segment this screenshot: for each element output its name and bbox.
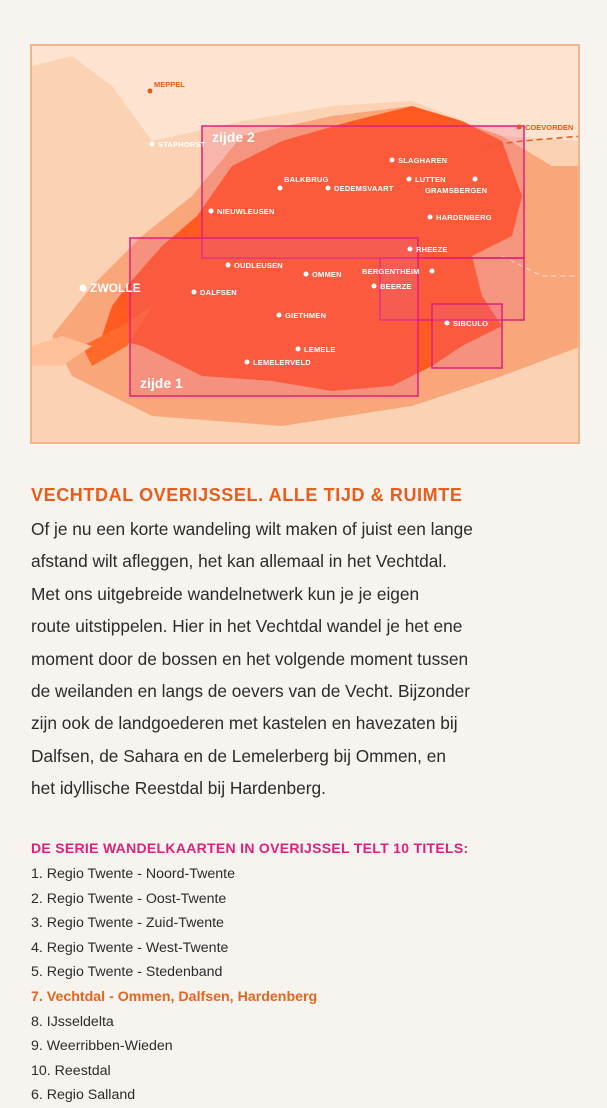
- intro-line: Of je nu een korte wandeling wilt maken of juist een lange: [31, 519, 473, 539]
- svg-text:SIBCULO: SIBCULO: [453, 319, 489, 328]
- svg-text:DEDEMSVAART: DEDEMSVAART: [334, 184, 394, 193]
- intro-line: afstand wilt afleggen, het kan allemaal in het Vechtdal.: [31, 551, 447, 572]
- section-heading: VECHTDAL OVERIJSSEL. ALLE TIJD & RUIMTE: [31, 485, 463, 505]
- svg-text:RHEEZE: RHEEZE: [416, 245, 448, 254]
- town-hardenberg: [428, 213, 492, 222]
- intro-line: route uitstippelen. Hier in het Vechtdal wandel je het ene: [31, 616, 463, 637]
- svg-text:OUDLEUSEN: OUDLEUSEN: [234, 261, 283, 270]
- series-item: 10. Reestdal: [31, 1062, 111, 1079]
- town-slagharen: [390, 156, 448, 165]
- overview-map: [30, 44, 580, 444]
- svg-text:STAPHORST: STAPHORST: [158, 140, 206, 149]
- town-nieuwleusen: [209, 207, 275, 216]
- intro-line: Dalfsen, de Sahara en de Lemelerberg bij Ommen, en: [31, 745, 446, 766]
- town-coevorden: [517, 123, 574, 132]
- svg-text:GIETHMEN: GIETHMEN: [285, 311, 327, 320]
- intro-line: Met ons uitgebreide wandelnetwerk kun je je eigen: [31, 583, 420, 604]
- series-item-current: 7. Vechtdal - Ommen, Dalfsen, Hardenberg: [31, 988, 318, 1005]
- svg-text:BERGENTHEIM: BERGENTHEIM: [362, 267, 420, 276]
- label-zijde-1: zijde 1: [140, 375, 183, 391]
- series-item: 6. Regio Salland: [31, 1087, 136, 1104]
- svg-text:NIEUWLEUSEN: NIEUWLEUSEN: [217, 207, 275, 216]
- series-item: 9. Weerribben-Wieden: [31, 1038, 173, 1055]
- series-item: 1. Regio Twente - Noord-Twente: [31, 866, 235, 882]
- series-item: 5. Regio Twente - Stedenband: [31, 964, 223, 981]
- svg-text:LEMELE: LEMELE: [304, 345, 336, 354]
- svg-text:LUTTEN: LUTTEN: [415, 175, 446, 184]
- svg-text:LEMELERVELD: LEMELERVELD: [253, 358, 311, 367]
- svg-text:OMMEN: OMMEN: [312, 270, 342, 279]
- svg-text:DALFSEN: DALFSEN: [200, 288, 237, 297]
- town-oudleusen: [226, 261, 283, 270]
- series-item: 4. Regio Twente - West-Twente: [31, 939, 229, 956]
- svg-text:ZWOLLE: ZWOLLE: [90, 281, 141, 295]
- intro-line: de weilanden en langs de oevers van de Vecht. Bijzonder: [31, 681, 471, 702]
- svg-text:SLAGHAREN: SLAGHAREN: [398, 156, 448, 165]
- svg-text:BEERZE: BEERZE: [380, 282, 412, 291]
- map-graphic: [32, 46, 580, 444]
- svg-text:BALKBRUG: BALKBRUG: [284, 175, 329, 184]
- series-list: [31, 862, 317, 1108]
- svg-text:MEPPEL: MEPPEL: [154, 80, 185, 89]
- frame-zijde-1-extension: [432, 304, 502, 368]
- series-item: 3. Regio Twente - Zuid-Twente: [31, 915, 224, 932]
- series-item: 2. Regio Twente - Oost-Twente: [31, 890, 227, 907]
- intro-text: [31, 513, 586, 805]
- intro-line: zijn ook de landgoederen met kastelen en havezaten bij: [31, 713, 458, 734]
- svg-text:GRAMSBERGEN: GRAMSBERGEN: [425, 186, 488, 195]
- town-dedemsvaart: [326, 184, 394, 193]
- town-lemelerveld: [245, 358, 312, 367]
- svg-text:HARDENBERG: HARDENBERG: [436, 213, 492, 222]
- label-zijde-2: zijde 2: [212, 129, 255, 145]
- intro-line: het idyllische Reestdal bij Hardenberg.: [31, 778, 326, 799]
- series-heading: DE SERIE WANDELKAARTEN IN OVERIJSSEL TELT 10 TITELS:: [31, 840, 469, 856]
- town-staphorst: [150, 140, 206, 149]
- intro-line: moment door de bossen en het volgende moment tussen: [31, 648, 469, 669]
- series-item: 8. IJsseldelta: [31, 1013, 114, 1030]
- svg-text:COEVORDEN: COEVORDEN: [525, 123, 574, 132]
